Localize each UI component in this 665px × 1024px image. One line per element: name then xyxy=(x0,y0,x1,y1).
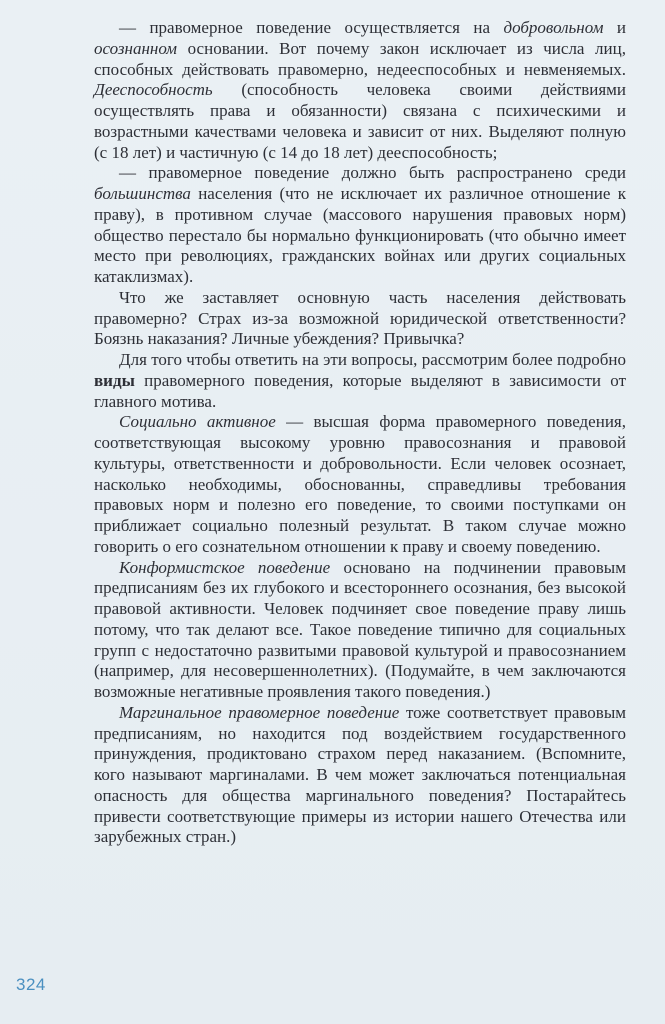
paragraph-legal-capacity: — правомерное поведение осуществляется на добровольном и осознанном основании. Вот почему закон исключает из числа лиц, способных действовать правомерно, недееспособных и невменяемых. Дееспособность (способность человека своими действиями осуществлять права и обязанности) связана с психическими и возрастными качествами человека и зависит от них. Выделяют полную (с 18 лет) и частичную (с 14 до 18 лет) дееспособность; xyxy=(94,18,626,162)
paragraph-conformist: Конформистское поведение основано на подчинении правовым предписаниям без их глубокого и всестороннего осознания, без высокой правовой активности. Человек подчиняет свое поведение праву лишь потому, что так делают все. Такое поведение типично для социальных групп с недостаточно развитыми правовой культурой и правосознанием (например, для несовершеннолетних). (Подумайте, в чем заключаются возможные негативные проявления такого поведения.) xyxy=(94,557,626,701)
page-number: 324 xyxy=(16,975,46,994)
italic-term: добровольном xyxy=(503,18,604,37)
italic-term: Социально активное xyxy=(119,412,276,432)
body-text xyxy=(94,18,626,848)
italic-term: Маргинальное правомерное поведение xyxy=(119,702,400,722)
paragraph-socially-active: Социально активное — высшая форма правомерного поведения, соответствующая высокому уровню правосознания и правовой культуры, ответственности и добровольности. Если человек осознает, насколько необходимы, обоснованны, справедливы требования правовых норм и полезно его поведение, то своими поступками он приближает социально полезный результат. В таком случае можно говорить о его сознательном отношении к праву и своему поведению. xyxy=(94,412,626,556)
italic-term: Дееспособность xyxy=(94,80,213,100)
paragraph-marginal: Маргинальное правомерное поведение тоже соответствует правовым предписаниям, но находится под воздействием государственного принуждения, продиктовано страхом перед наказанием. (Вспомните, кого называют маргиналами. В чем может заключаться потенциальная опасность для общества маргинального поведения? Постарайтесь привести соответствующие примеры из истории нашего Отечества или зарубежных стран.) xyxy=(94,702,626,847)
paragraph-types-intro: Для того чтобы ответить на эти вопросы, рассмотрим более подробно виды правомерного поведения, которые выделяют в зависимости от главного мотива. xyxy=(94,350,626,411)
paragraph-questions: Что же заставляет основную часть населения действовать правомерно? Страх из-за возможной юридической ответственности? Боязнь наказания? Личные убеждения? Привычка? xyxy=(94,287,626,349)
bold-term: виды xyxy=(94,370,135,390)
italic-term: Конформистское поведение xyxy=(119,557,331,577)
italic-term: осознанном xyxy=(94,38,178,58)
paragraph-majority: — правомерное поведение должно быть распространено среди большинства населения (что не исключает их различное отношение к праву), в противном случае (массового нарушения правовых норм) общество перестало бы нормально функционировать (что обычно имеет место при революциях, гражданских войнах или других социальных катаклизмах). xyxy=(94,163,626,286)
italic-term: большинства xyxy=(94,184,191,203)
